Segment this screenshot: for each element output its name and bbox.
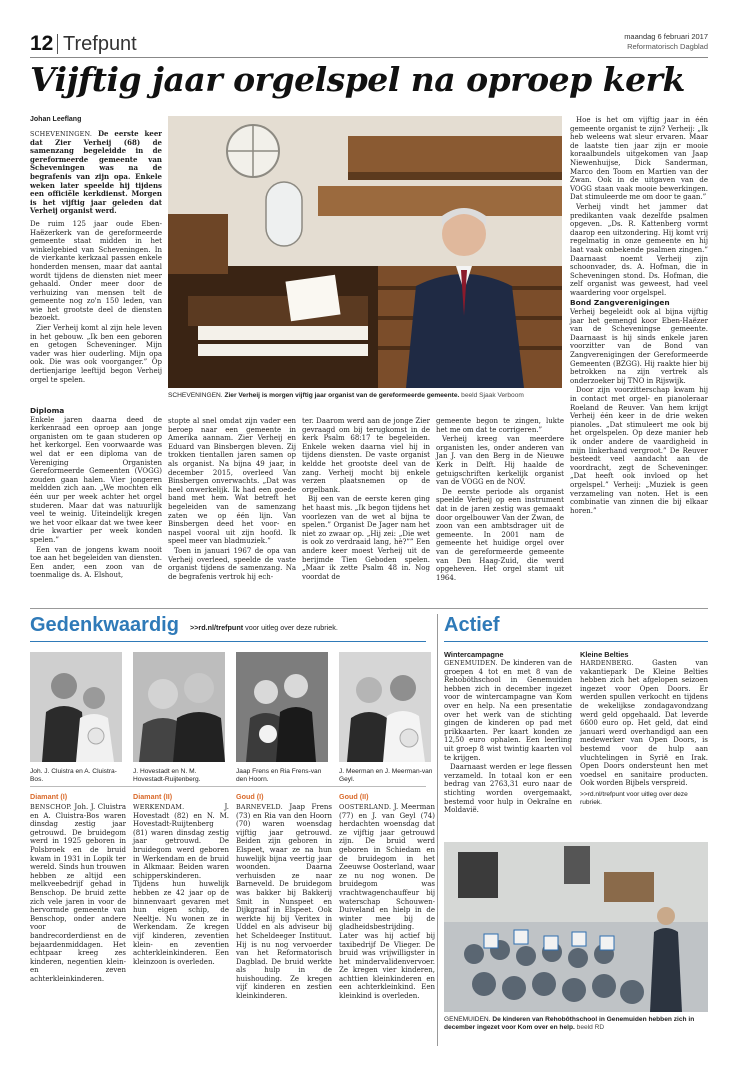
page-number: 12	[30, 32, 54, 55]
paragraph: ter. Daarom werd aan de jonge Zier gevraagd om bij terugkomst in de kerk Psalm 68:17 te begeleiden. Enkele weken daarna viel hij in tijdens diensten. De vaste organist keldde het grootste deel van de zang. Verheij mocht bij enkele verzen plaatsnemen op de orgelbank.	[302, 417, 430, 494]
anniversary-type-3: Goud (I)	[236, 792, 264, 801]
anniversary-type-4: Goud (II)	[339, 792, 369, 801]
paragraph: gemeente begon te zingen, lukte het me om dat te corrigeren.”	[436, 417, 564, 434]
actief-photo-credit: beeld RD	[576, 1024, 605, 1031]
anniversary-text-2: WERKENDAM. J. Hovestadt (82) en N. M. Hovestadt-Ruijtenberg (81) waren dinsdag zestig jaar getrouwd. De bruidegom werd geboren in Werkendam en de bruid in Alkmaar. Beiden waren schipperskinderen. Tijdens hun huwelijk hebben ze 42 jaar op de binnenvaart gevaren met hun eigen schip, de Neeltje. Nu wonen ze in Werkendam. Ze kregen vijf kinderen, zeventien klein- en zeventien achterkleinkinderen. Een kleinzoon is overleden.	[133, 803, 229, 966]
paragraph: Verheij kreeg van meerdere organisten les, onder anderen van Jan J. van den Berg in de Nieuwe Kerk in Delft. Hij haalde de getuigschriften kerkelijk organist van de VOGG en de NOV.	[436, 435, 564, 487]
paragraph: De ruim 125 jaar oude Eben-Haëzerkerk van de gereformeerde gemeente staat midden in het winkelgebied van Scheveningen. In de vierkante kerkzaal passen enkele honderden mensen, maar dat aantal wordt tijdens de diensten niet meer gehaald. Onder meer door de verhuizing van mensen telt de gemeente nog zo'n 150 leden, van wie het grootste deel de diensten bezoekt.	[30, 219, 162, 323]
couple-photo-2	[133, 652, 225, 762]
header-rule	[30, 57, 708, 58]
caption-place: SCHEVENINGEN.	[168, 392, 223, 399]
anniversary-text-4: OOSTERLAND. J. Meerman (77) en J. van Geyl (74) herdachten woensdag dat ze vijftig jaar getrouwd zijn. De bruid werd geboren in Schiedam en de bruidegom in het Zeeuwse Oosterland, waar ze nu nog wonen. De bruidegom was vrachtwagenchauffeur bij waterschap Schouwen-Duiveland en hielp in de winter mee bij de gladheidsbestrijding. Later was hij actief bij taxibedrijf De Vlieger. De bruid was vrijwilligster in het mindervalidenvervoer. Ze kregen vier kinderen, achttien kleinkinderen en een achterkleinkind. Een kleinkind is overleden.	[339, 803, 435, 1001]
section-divider	[30, 608, 708, 609]
kleine-belties-heading: Kleine Belties	[580, 650, 629, 659]
couple-caption-2: J. Hovestadt en N. M. Hovestadt-Ruijtenberg.	[133, 768, 201, 783]
paragraph: Bij een van de eerste keren ging het haast mis. „Ik begon tijdens het voorlezen van de wet al bijna te spelen.” Organist De Jager nam het niet zo zwaar op. „Hij zei: „Die wet is ook zo verdraaid lang, hè?”” Een andere keer moest Verheij uit de berijmde Tien Geboden spelen. „Maar ik zette Psalm 48 in. Nog voordat de	[302, 495, 430, 581]
organist-photo	[168, 116, 562, 388]
paragraph: Zier Verheij komt al zijn hele leven in het gebouw. „Ik ben een geboren en getogen Scheveninger. Mijn vader was hier ouderling. Mijn opa ook. Die was ook voorganger.” Op dertienjarige leeftijd begon Verheij orgel te spelen.	[30, 324, 162, 384]
article-lead: SCHEVENINGEN. De eerste keer dat Zier Verheij (68) de samenzang begeleidde in de gereformeerde gemeente van Scheveningen was na de begrafenis van zijn opa. Enkele weken later speelde hij tijdens een officiële kerkdienst. Morgen is het vijftig jaar geleden dat Verheij organist werd.	[30, 129, 162, 216]
school-children-photo	[444, 842, 708, 1012]
subheading-diploma: Diploma	[30, 406, 65, 415]
anniversary-type-1: Diamant (I)	[30, 792, 68, 801]
article-column-1	[30, 130, 162, 385]
paragraph: De eerste periode als organist speelde Verheij op een instrument dat in de jaren zestig was gemaakt door orgelbouwer Van der Zwan, de zoon van een ambtsdrager uit de gemeente. In 2001 nam de gemeente het huidige orgel over van de gereformeerde gemeente van Den Haag-Zuid, die werd opgeheven. Het orgel stamt uit 1964.	[436, 487, 564, 582]
article-column-lower-2	[168, 417, 296, 582]
article-column-lower-4	[436, 417, 564, 583]
gedenkwaardig-rule	[30, 641, 426, 642]
photo-caption: SCHEVENINGEN. Zier Verheij is morgen vijftig jaar organist van de gereformeerde gemeente. beeld Sjaak Verboom	[168, 392, 524, 399]
paragraph: Hoe is het om vijftig jaar in één gemeente organist te zijn? Verheij: „Ik heb weleens wat sleur ervaren. Maar de laatste tien jaar zijn er mooie koraalbundels uitgekomen van Jaap Niewenhuijse, Dick Sanderman, Marco den Toom en Martien van der Zwan. Ook in de uitgaven van de VOGG staan vaak mooie bewerkingen. Dat stimuleerde me om door te gaan.”	[570, 116, 708, 202]
couple-photo-1	[30, 652, 122, 762]
gedenkwaardig-title: Gedenkwaardig	[30, 614, 179, 636]
caption-rule	[30, 786, 426, 787]
couple-photo-4	[339, 652, 431, 762]
paragraph: Verheij vindt het jammer dat predikanten vaak dezelfde psalmen opgeven. „Ds. R. Kattenberg vormt daarop een uitzondering. Hij komt vrij regelmatig in onze gemeente en hij laat vaak onbekende psalmen zingen.” Daarnaast noemt Verheij zijn schoonvader, ds. A. Hofman, die in Scheveningen stond. Ds. Hofman, die zelf organist was geweest, had veel waardering voor orgelspel.	[570, 202, 708, 297]
article-column-lower-3	[302, 417, 430, 582]
couple-caption-1: Joh. J. Cluistra en A. Cluistra-Bos.	[30, 768, 117, 783]
article-column-right	[570, 116, 708, 516]
photo-credit: beeld Sjaak Verboom	[461, 392, 524, 399]
column-divider	[437, 614, 438, 1046]
paper-name: Reformatorisch Dagblad	[627, 42, 708, 51]
article-headline: Vijftig jaar orgelspel na oproep kerk	[30, 60, 685, 99]
anniversary-type-2: Diamant (II)	[133, 792, 173, 801]
paragraph: Een van de jongens kwam nooit toe aan het begeleiden van diensten. Een ander, een zoon van de toenmalige ds. A. Elshout,	[30, 545, 162, 580]
page-separator	[57, 34, 58, 54]
gedenkwaardig-link[interactable]: >>rd.nl/trefpunt voor uitleg over deze rubriek.	[190, 623, 338, 632]
actief-link[interactable]: >>rd.nl/trefpunt voor uitleg over deze rubriek.	[580, 790, 688, 806]
paragraph: Toen in januari 1967 de opa van Verheij overleed, speelde de vaste organist tijdens de samenzang. Na de begrafenis vertrok hij ech-	[168, 546, 296, 581]
anniversary-text-3: BARNEVELD. Jaap Frens (73) en Ria van den Hoorn (70) waren woensdag vijftig jaar getrouwd. Beiden zijn geboren in Elspeet, waar ze na hun huwelijk bijna veertig jaar woonden. Daarna verhuisden ze naar Barneveld. De bruidegom was bakker bij Bakkerij Smit in Nunspeet en Dijkgraaf in Elspeet. Ook werkte hij bij Veritex in Uddel en als adviseur bij het Scheldeeger Instituut. Hij is nu nog vervoerder van het Reformatorisch Dagblad. De bruid werkte als hulp in de huishouding. Ze kregen vijf kinderen en zestien kleinkinderen.	[236, 803, 332, 1001]
subheading-bond: Bond Zangverenigingen	[570, 298, 670, 308]
actief-rule	[444, 641, 708, 642]
paragraph: Enkele jaren daarna deed de kerkenraad een oproep aan jonge organisten om te gaan studeren op het kerkorgel. Een voorwaarde was wel dat er een diploma van de Vereniging Organisten Gereformeerde Gemeenten (VOGG) zouden gaan halen. Vier jongeren meldden zich aan. „We mochten elk één uur per week achter het orgel studeren. Maar dat was natuurlijk veel te weinig. Uiteindelijk kregen we het voor elkaar dat we twee keer drie kwartier per week konden spelen.”	[30, 415, 162, 544]
couple-caption-3: Jaap Frens en Ria Frens-van den Hoorn.	[236, 768, 322, 783]
section-name: Trefpunt	[63, 33, 137, 55]
wintercampagne-heading: Wintercampagne	[444, 650, 504, 659]
issue-date: maandag 6 februari 2017	[624, 32, 708, 41]
couple-caption-4: J. Meerman en J. Meerman-van Geyl.	[339, 768, 433, 783]
actief-photo-caption: GENEMUIDEN. De kinderen van Rehobôthschool in Genemuiden hebben zich in december ingezet voor Kom over en help. beeld RD	[444, 1016, 695, 1031]
article-column-lower-1	[30, 405, 162, 581]
paragraph: Door zijn voorzitterschap kwam hij in contact met orgel- en pianoleraar Roeland de Reuver. Van hem krijgt Verheij één keer in de drie weken pianoles. „Dat stimuleert me ook bij het orgelspelen. Op deze manier heb ik onder andere de vaardigheid in mijn linkerhand vergroot.” De Reuver besteedt veel aandacht aan de voordracht, zegt de Scheveninger. „Dat heeft ook invloed op het orgelspel.” Verheij: „Muziek is geen verzameling van noten. Het is een combinatie van zinnen die bij elkaar horen.”	[570, 386, 708, 515]
actief-item-wintercampagne: Wintercampagne GENEMUIDEN. De kinderen van de groepen 4 tot en met 8 van de Rehobôthschool in Genemuiden hebben zich in december ingezet voor de wintercampagne van Kom over en help. Na een presentatie over het werk van de stichting gingen de kinderen op pad met prikkaarten. Per kaart konden ze 12,50 euro ophalen. Een leerling uit groep 8 wist twintig kaarten vol te krijgen. Daarnaast werden er lege flessen verzameld. In totaal kon er een bedrag van 2763,31 euro naar de stichting worden overgemaakt, bestemd voor hulp in Oekraïne en Moldavië.	[444, 650, 572, 815]
paragraph: stopte al snel omdat zijn vader een beroep naar een gemeente in Amerika aannam. Zier Verheij en Eduard van Binsbergen bleven. Zij trokken tientallen jaren samen op als organist. Na bijna 49 jaar, in december 2015, overleed Van Binsbergen onverwachts. „Dat was heel onwerkelijk. Ik had een goede band met hem. Wat betreft het begeleiden van de samenzang zaten we op één lijn. Van Binsbergen deed het voor- en naspel vooral uit zijn hoofd. Ik speel meer van bladmuziek.”	[168, 417, 296, 546]
couple-photo-3	[236, 652, 328, 762]
paragraph: Verheij begeleidt ook al bijna vijftig jaar het gemengd koor Eben-Haëzer van de Scheveningse gemeente. Daarnaast is hij sinds enkele jaren voorzitter van de Bond van Zangverenigingen der Gereformeerde Gemeenten (BZGG). Hij raakte hier bij betrokken na zijn vertrek als onderzoeker bij TNO in Rijswijk.	[570, 308, 708, 385]
anniversary-text-1: BENSCHOP. Joh. J. Cluistra en A. Cluistra-Bos waren dinsdag zestig jaar getrouwd. De bruidegom werd in 1925 geboren in Polsbroek en de bruid kwam in 1931 in Lopik ter wereld. Sinds hun trouwen hebben ze altijd een melkveebedrijf gehad in Benschop. De bruid zette zich vele jaren in voor de hervormde gemeente van Benschop, onder andere voor de bandrecorderdienst en de bejaardenmiddagen. Het echtpaar kreeg zes kinderen, negentien klein- en zeven achterkleinkinderen.	[30, 803, 126, 983]
actief-title: Actief	[444, 614, 500, 636]
actief-item-kleine-belties: Kleine Belties HARDENBERG. Gasten van vakantiepark De Kleine Belties hebben zich het afgelopen seizoen ingezet voor Open Doors. Er werden spullen verkocht en tijdens de wekelijkse zondagavondzang werd geld opgehaald. Dat leverde 6600 euro op. Het geld, dat eind januari werd overhandigd aan een medewerker van Open Doors, is bestemd voor de hulp aan vluchtelingen in Syrië en Irak. Open Doors ondersteunt hen met voedsel en sanitaire producten. Ook worden Bijbels verspreid. >>rd.nl/trefpunt voor uitleg over deze rubriek.	[580, 650, 708, 806]
lead-place: SCHEVENINGEN.	[30, 130, 93, 138]
article-author: Johan Leeflang	[30, 116, 82, 123]
